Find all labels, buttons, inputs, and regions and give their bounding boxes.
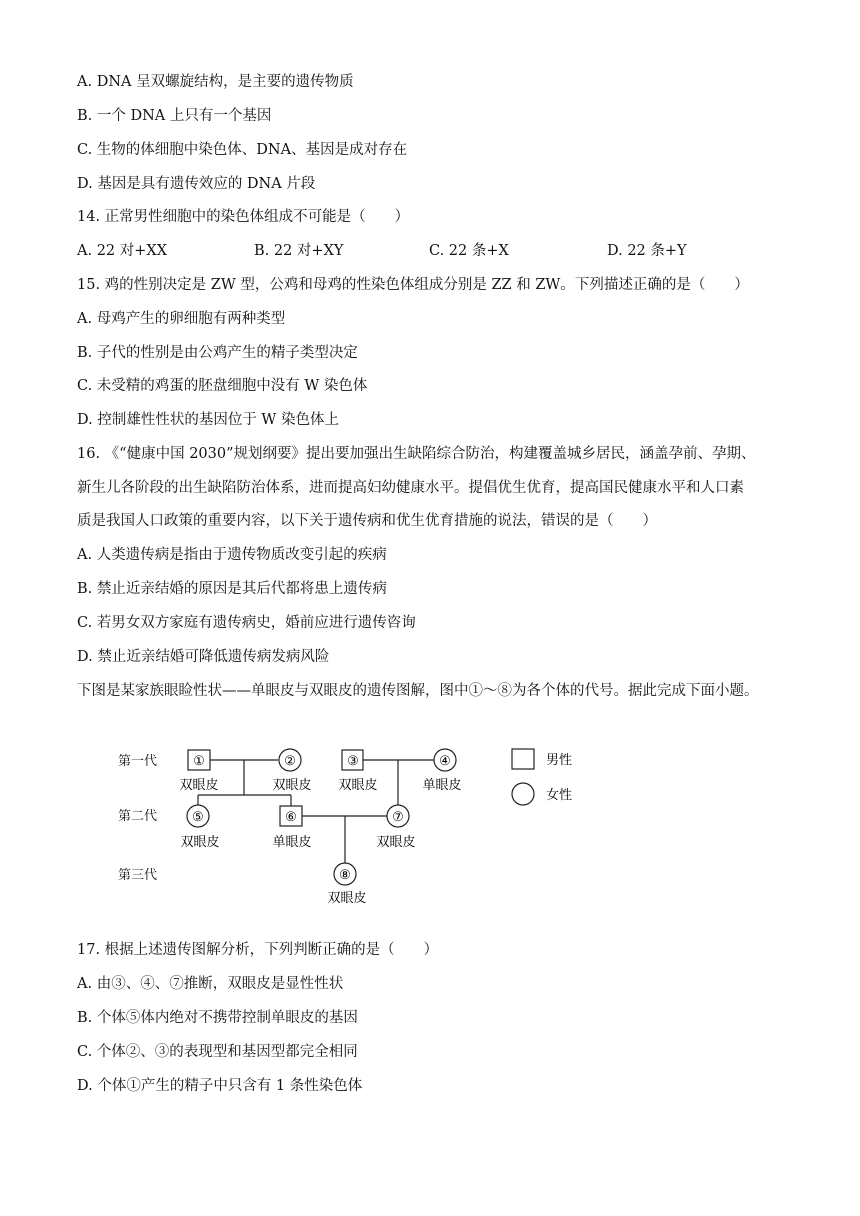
individual-id: ⑤ — [192, 810, 204, 825]
q16-option-c: C. 若男女双方家庭有遗传病史，婚前应进行遗传咨询 — [77, 615, 416, 631]
q14-stem: 14. 正常男性细胞中的染色体组成不可能是（ ） — [77, 209, 410, 225]
q14-option-d: D. 22 条+Y — [607, 243, 687, 259]
q16-stem-line-1: 16. 《“健康中国 2030”规划纲要》提出要加强出生缺陷综合防治，构建覆盖城乡居民，涵盖孕前、孕期、 — [77, 446, 756, 462]
individual-trait: 单眼皮 — [272, 835, 312, 850]
q13-option-b: B. 一个 DNA 上只有一个基因 — [77, 108, 272, 124]
q15-option-d: D. 控制雄性性状的基因位于 W 染色体上 — [77, 412, 339, 428]
q16-option-d: D. 禁止近亲结婚可降低遗传病发病风险 — [77, 649, 330, 665]
legend-male-symbol — [512, 749, 534, 769]
q16-stem-line-3: 质是我国人口政策的重要内容，以下关于遗传病和优生优育措施的说法，错误的是（ ） — [77, 513, 657, 529]
pedigree-legend — [512, 749, 572, 805]
individual-trait: 双眼皮 — [179, 778, 219, 793]
individual-5 — [180, 805, 219, 850]
individual-id: ⑦ — [392, 810, 404, 825]
individual-2 — [272, 749, 311, 793]
generation-label-1: 第一代 — [118, 754, 158, 769]
individual-1 — [179, 750, 218, 793]
individual-3 — [338, 750, 377, 793]
individual-4 — [422, 749, 461, 793]
individual-trait: 双眼皮 — [272, 778, 312, 793]
individual-7 — [376, 805, 415, 850]
q14-option-a: A. 22 对+XX — [77, 243, 168, 259]
individual-trait: 双眼皮 — [180, 835, 220, 850]
q14-option-b: B. 22 对+XY — [254, 243, 344, 259]
individual-id: ② — [284, 754, 296, 769]
individual-id: ④ — [439, 754, 451, 769]
q16-option-a: A. 人类遗传病是指由于遗传物质改变引起的疾病 — [77, 547, 387, 563]
q15-option-a: A. 母鸡产生的卵细胞有两种类型 — [77, 311, 286, 327]
individual-trait: 双眼皮 — [338, 778, 378, 793]
q14-option-c: C. 22 条+X — [429, 243, 509, 259]
q17-option-c: C. 个体②、③的表现型和基因型都完全相同 — [77, 1044, 358, 1060]
pedigree-intro: 下图是某家族眼睑性状——单眼皮与双眼皮的遗传图解，图中①～⑧为各个体的代号。据此完成下面小题。 — [77, 683, 759, 699]
individual-8 — [327, 863, 366, 906]
individual-trait: 双眼皮 — [327, 891, 367, 906]
legend-male-label: 男性 — [546, 753, 573, 768]
q16-stem-line-2: 新生儿各阶段的出生缺陷防治体系，进而提高妇幼健康水平。提倡优生优育，提高国民健康水平和人口素 — [77, 480, 744, 496]
q13-option-a: A. DNA 呈双螺旋结构，是主要的遗传物质 — [77, 74, 354, 90]
generation-label-2: 第二代 — [118, 809, 158, 824]
individual-id: ⑥ — [285, 810, 297, 825]
individual-6 — [272, 806, 311, 850]
q13-option-c: C. 生物的体细胞中染色体、DNA、基因是成对存在 — [77, 142, 408, 158]
q17-option-b: B. 个体⑤体内绝对不携带控制单眼皮的基因 — [77, 1010, 358, 1026]
q15-option-c: C. 未受精的鸡蛋的胚盘细胞中没有 W 染色体 — [77, 378, 368, 394]
individual-id: ① — [193, 754, 205, 769]
individual-id: ⑧ — [339, 868, 351, 883]
q13-option-d: D. 基因是具有遗传效应的 DNA 片段 — [77, 176, 316, 192]
pedigree-symbols — [100, 738, 600, 910]
q15-stem: 15. 鸡的性别决定是 ZW 型，公鸡和母鸡的性染色体组成分别是 ZZ 和 ZW。下列描述正确的是（ ） — [77, 277, 749, 293]
legend-female-label: 女性 — [546, 788, 573, 803]
q17-stem: 17. 根据上述遗传图解分析，下列判断正确的是（ ） — [77, 942, 439, 958]
q17-option-a: A. 由③、④、⑦推断，双眼皮是显性性状 — [77, 976, 344, 992]
q16-option-b: B. 禁止近亲结婚的原因是其后代都将患上遗传病 — [77, 581, 387, 597]
legend-female-symbol — [512, 783, 534, 805]
q15-option-b: B. 子代的性别是由公鸡产生的精子类型决定 — [77, 345, 358, 361]
individual-trait: 单眼皮 — [422, 778, 462, 793]
q17-option-d: D. 个体①产生的精子中只含有 1 条性染色体 — [77, 1078, 363, 1094]
generation-label-3: 第三代 — [118, 868, 158, 883]
individual-id: ③ — [347, 754, 359, 769]
individual-trait: 双眼皮 — [376, 835, 416, 850]
